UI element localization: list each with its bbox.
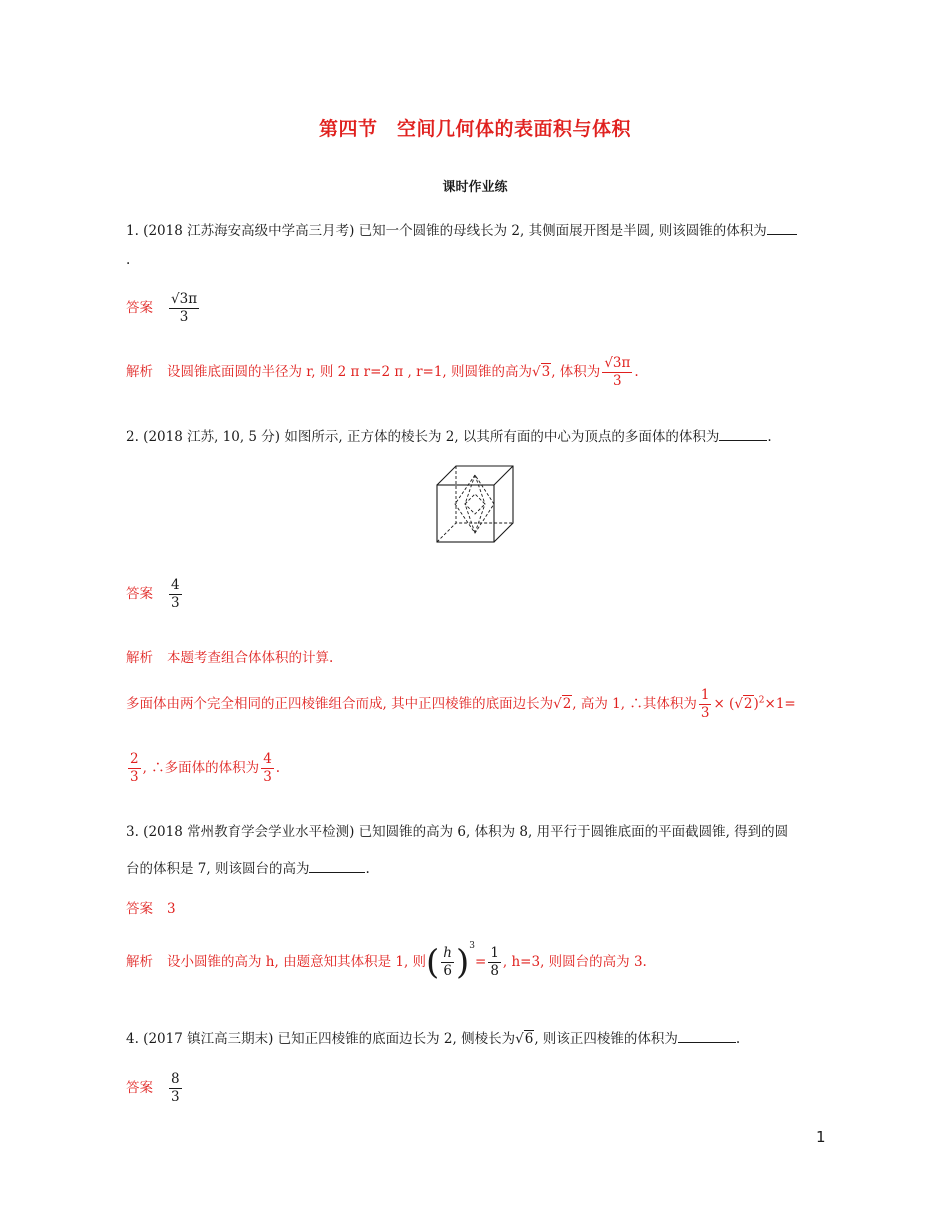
octahedron-outline bbox=[455, 475, 494, 533]
sqrt-2: √2 bbox=[734, 695, 753, 712]
paren-fraction: ( $\frac{h}{6}$ )$^3$ bbox=[426, 941, 475, 983]
analysis-2-line1: 解析 本题考查组合体体积的计算. bbox=[126, 650, 334, 666]
answer-3 bbox=[126, 897, 176, 917]
question-3-line2: 台的体积是 7, 则该圆台的高为 . bbox=[126, 861, 370, 877]
volume-fraction: $\frac{√3\pi}{3}$ bbox=[604, 355, 631, 389]
analysis-label: 解析 bbox=[126, 363, 153, 380]
analysis-2-line2: 多面体由两个完全相同的正四棱锥组合而成, 其中正四棱锥的底面边长为√2, 高为 1, ∴其体积为 $\frac{1}{3}$ × $(√2)^2\times 1=$ bbox=[126, 687, 796, 721]
sqrt-3: √3 bbox=[532, 363, 551, 380]
analysis-1: 解析 设圆锥底面圆的半径为 r, 则 2 π r=2 π , r=1, 则圆锥的高为√3, 体积为 $\frac{√3\pi}{3}$ . bbox=[126, 355, 639, 389]
exercise-subtitle: 课时作业练 bbox=[442, 180, 508, 195]
question-2: 2. (2018 江苏, 10, 5 分) 如图所示, 正方体的棱长为 2, 以其所有面的中心为顶点的多面体的体积为 . bbox=[126, 429, 772, 445]
question-1 bbox=[126, 219, 797, 239]
analysis-3: 解析 设小圆锥的高为 h, 由题意知其体积是 1, 则( $\frac{h}{6}$ )$^3$= $\frac{1}{8}$ , h=3, 则圆台的高为 3. bbox=[126, 941, 647, 983]
answer-blank bbox=[678, 1041, 736, 1043]
question-1-tail: . bbox=[126, 252, 131, 268]
sqrt-6: √6 bbox=[515, 1031, 534, 1047]
question-1-text: 1. (2018 江苏海安高级中学高三月考) 已知一个圆锥的母线长为 2, 其侧面展开图是半圆, 则该圆锥的体积为 bbox=[126, 223, 767, 239]
answer-label: 答案 bbox=[126, 1079, 153, 1096]
answer-1 bbox=[126, 292, 201, 325]
question-3-line1: 3. (2018 常州教育学会学业水平检测) 已知圆锥的高为 6, 体积为 8, 用平行于圆锥底面的平面截圆锥, 得到的圆 bbox=[126, 824, 789, 840]
question-2-text: 2. (2018 江苏, 10, 5 分) 如图所示, 正方体的棱长为 2, 以其所有面的中心为顶点的多面体的体积为 bbox=[126, 429, 720, 445]
cube-edge bbox=[494, 466, 513, 485]
analysis-label: 解析 bbox=[126, 954, 153, 970]
analysis-label: 解析 bbox=[126, 650, 153, 666]
cube-octahedron-figure bbox=[436, 465, 516, 545]
answer-blank bbox=[767, 233, 797, 235]
answer-2 bbox=[126, 578, 184, 611]
sqrt-2: √2 bbox=[553, 695, 572, 712]
answer-label: 答案 bbox=[126, 299, 153, 316]
answer-label: 答案 bbox=[126, 585, 153, 602]
answer-3-value: 3 bbox=[167, 901, 176, 917]
question-4: 4. (2017 镇江高三期末) 已知正四棱锥的底面边长为 2, 侧棱长为√6, 则该正四棱锥的体积为 . bbox=[126, 1031, 741, 1047]
answer-blank bbox=[309, 871, 365, 873]
analysis-2-line3: $\frac{2}{3}$ , ∴多面体的体积为 $\frac{4}{3}$ . bbox=[130, 751, 281, 785]
answer-4 bbox=[126, 1072, 184, 1105]
answer-2-fraction: $\frac{4}{3}$ bbox=[171, 577, 180, 611]
section-title: 第四节 空间几何体的表面积与体积 bbox=[318, 118, 631, 140]
answer-4-fraction: $\frac{8}{3}$ bbox=[171, 1071, 180, 1105]
answer-label: 答案 bbox=[126, 901, 153, 917]
answer-blank bbox=[719, 439, 767, 441]
octahedron-middle bbox=[465, 494, 485, 514]
page-number: 1 bbox=[816, 1128, 826, 1146]
answer-1-fraction: $\frac{√3\pi}{3}$ bbox=[171, 291, 198, 325]
